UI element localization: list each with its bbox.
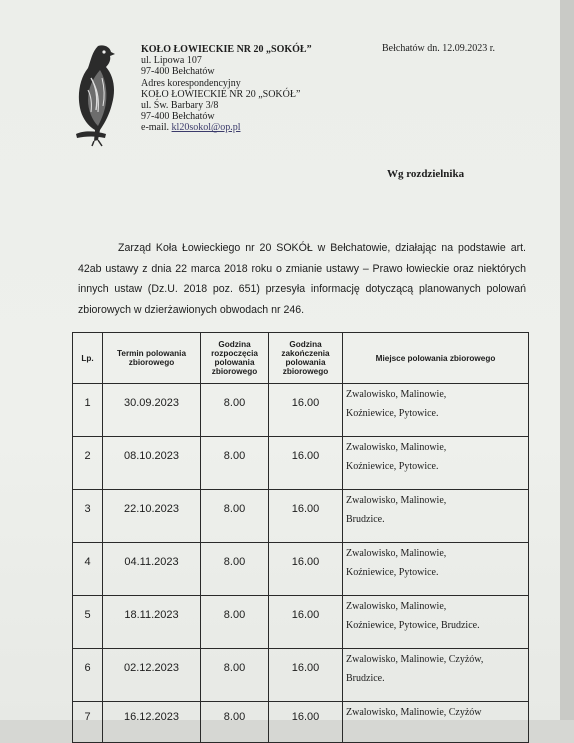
email-line bbox=[141, 122, 312, 133]
recipient: Wg rozdzielnika bbox=[387, 168, 465, 180]
sender-address bbox=[141, 44, 312, 134]
body-line-4: planowanych polowań zbiorowych w dzierżawionych obwodach nr 246. bbox=[78, 283, 526, 316]
cell-start: 8.00 bbox=[201, 490, 269, 543]
cell-place bbox=[343, 437, 529, 490]
cell-place bbox=[343, 649, 529, 702]
cell-lp: 4 bbox=[73, 543, 103, 596]
cell-date: 18.11.2023 bbox=[103, 596, 201, 649]
correspondence-name: KOŁO ŁOWIECKIE NR 20 „SOKÓŁ” bbox=[141, 88, 301, 100]
body-paragraph bbox=[78, 238, 526, 320]
header-place: Miejsce polowania zbiorowego bbox=[343, 333, 529, 384]
cell-lp: 3 bbox=[73, 490, 103, 543]
body-line-1: Zarząd Koła Łowieckiego nr 20 SOKÓŁ w Bełchatowie, działając na podstawie bbox=[118, 242, 506, 254]
table-header-row bbox=[73, 333, 529, 384]
place-line: Zwalowisko, Malinowie, bbox=[346, 442, 447, 453]
place-line: Zwalowisko, Malinowie, bbox=[346, 495, 447, 506]
cell-place bbox=[343, 596, 529, 649]
cell-lp: 5 bbox=[73, 596, 103, 649]
place-line: Brudzice. bbox=[346, 673, 385, 684]
cell-lp: 2 bbox=[73, 437, 103, 490]
correspondence-label: Adres korespondencyjny bbox=[141, 77, 241, 89]
table-row bbox=[73, 384, 529, 437]
cell-end: 16.00 bbox=[269, 437, 343, 490]
cell-start: 8.00 bbox=[201, 384, 269, 437]
cell-date: 02.12.2023 bbox=[103, 649, 201, 702]
cell-place bbox=[343, 384, 529, 437]
cell-place bbox=[343, 490, 529, 543]
place-line: Koźniewice, Pytowice, Brudzice. bbox=[346, 620, 480, 631]
cell-place bbox=[343, 702, 529, 743]
cell-end: 16.00 bbox=[269, 596, 343, 649]
header-termin: Termin polowania zbiorowego bbox=[103, 333, 201, 384]
cell-start: 8.00 bbox=[201, 543, 269, 596]
place-line: Zwalowisko, Malinowie, bbox=[346, 601, 447, 612]
hunt-schedule-table bbox=[72, 332, 529, 743]
cell-date: 30.09.2023 bbox=[103, 384, 201, 437]
cell-date: 08.10.2023 bbox=[103, 437, 201, 490]
body-line-3: niektórych innych ustaw (Dz.U. 2018 poz. 651) przesyła informację dotyczącą bbox=[78, 262, 526, 295]
cell-end: 16.00 bbox=[269, 490, 343, 543]
table-row bbox=[73, 543, 529, 596]
club-city: 97-400 Bełchatów bbox=[141, 66, 215, 78]
cell-end: 16.00 bbox=[269, 702, 343, 743]
header-lp: Lp. bbox=[73, 333, 103, 384]
cell-end: 16.00 bbox=[269, 543, 343, 596]
place-line: Zwalowisko, Malinowie, bbox=[346, 389, 447, 400]
table-row bbox=[73, 596, 529, 649]
cell-end: 16.00 bbox=[269, 384, 343, 437]
falcon-logo-icon bbox=[58, 38, 128, 148]
cell-start: 8.00 bbox=[201, 702, 269, 743]
header-end: Godzina zakończenia polowania zbiorowego bbox=[269, 333, 343, 384]
table-row bbox=[73, 490, 529, 543]
email-label: e-mail. bbox=[141, 122, 170, 134]
document-date: Bełchatów dn. 12.09.2023 r. bbox=[382, 43, 496, 54]
place-line: Koźniewice, Pytowice. bbox=[346, 408, 439, 419]
table-row bbox=[73, 437, 529, 490]
cell-date: 22.10.2023 bbox=[103, 490, 201, 543]
place-line: Zwalowisko, Malinowie, bbox=[346, 548, 447, 559]
cell-place bbox=[343, 543, 529, 596]
cell-date: 16.12.2023 bbox=[103, 702, 201, 743]
cell-start: 8.00 bbox=[201, 596, 269, 649]
email-link[interactable]: kl20sokol@op.pl bbox=[171, 122, 241, 134]
table-row bbox=[73, 649, 529, 702]
club-name: KOŁO ŁOWIECKIE NR 20 „SOKÓŁ” bbox=[141, 44, 312, 55]
place-line: Koźniewice, Pytowice. bbox=[346, 567, 439, 578]
cell-start: 8.00 bbox=[201, 437, 269, 490]
correspondence-city: 97-400 Bełchatów bbox=[141, 111, 215, 123]
club-street: ul. Lipowa 107 bbox=[141, 55, 202, 67]
correspondence-street: ul. Św. Barbary 3/8 bbox=[141, 100, 219, 112]
place-line: Koźniewice, Pytowice. bbox=[346, 461, 439, 472]
cell-start: 8.00 bbox=[201, 649, 269, 702]
cell-lp: 6 bbox=[73, 649, 103, 702]
body-line-2: art. 42ab ustawy z dnia 22 marca 2018 roku o zmianie ustawy – Prawo łowieckie oraz bbox=[78, 242, 526, 275]
cell-lp: 1 bbox=[73, 384, 103, 437]
cell-end: 16.00 bbox=[269, 649, 343, 702]
cell-date: 04.11.2023 bbox=[103, 543, 201, 596]
place-line: Zwalowisko, Malinowie, Czyżów bbox=[346, 707, 482, 718]
place-line: Brudzice. bbox=[346, 514, 385, 525]
header-start: Godzina rozpoczęcia polowania zbiorowego bbox=[201, 333, 269, 384]
place-line: Zwalowisko, Malinowie, Czyżów, bbox=[346, 654, 484, 665]
cell-lp: 7 bbox=[73, 702, 103, 743]
table-row bbox=[73, 702, 529, 743]
